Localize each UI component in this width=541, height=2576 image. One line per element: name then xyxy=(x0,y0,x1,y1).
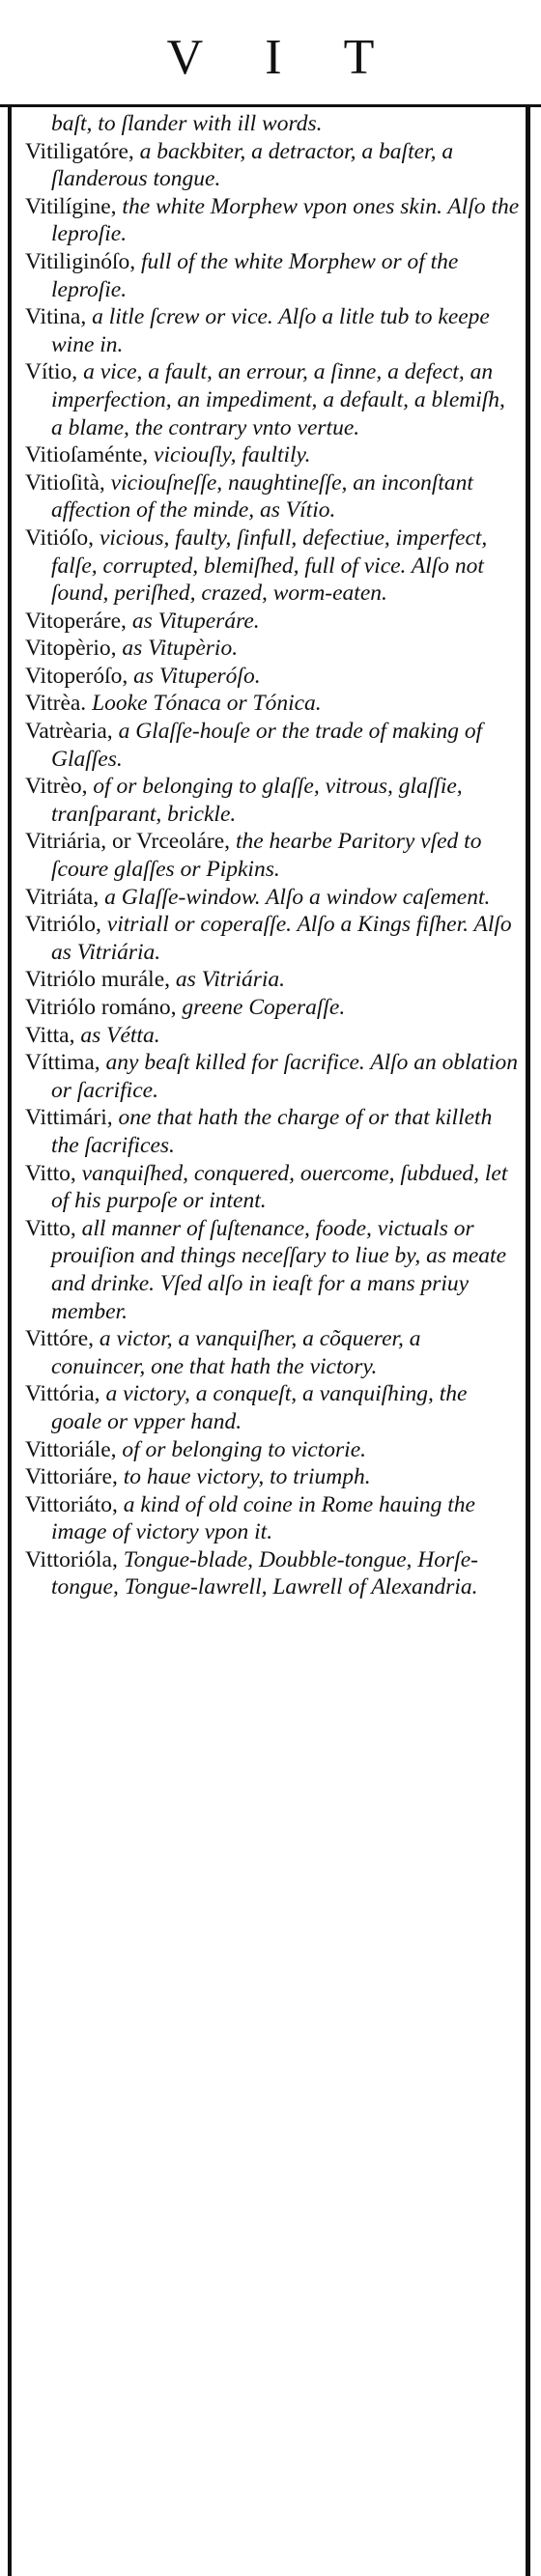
dictionary-entry xyxy=(25,1463,520,1491)
entry-definition: as Vituperáre. xyxy=(131,608,260,634)
entry-definition: baſt, to ſlander with ill words. xyxy=(51,111,323,136)
dictionary-entry xyxy=(25,663,520,691)
entry-definition: greene Coperaſſe. xyxy=(182,995,346,1020)
dictionary-entry xyxy=(25,911,520,966)
entry-definition: viciouſly, faultily. xyxy=(154,442,311,468)
dictionary-entry xyxy=(25,303,520,358)
entry-headword: Vittoriále, xyxy=(25,1436,117,1462)
dictionary-entry xyxy=(25,1380,520,1435)
right-column-rule xyxy=(526,104,530,2576)
dictionary-entry xyxy=(25,1325,520,1380)
entry-definition: one that hath the charge of or that killeth the ſacrifices. xyxy=(51,1105,493,1158)
dictionary-entry xyxy=(25,828,520,883)
dictionary-entry xyxy=(25,1022,520,1050)
dictionary-entry xyxy=(25,1546,520,1601)
entry-definition: of or belonging to victorie. xyxy=(122,1436,366,1462)
entry-headword: Vitriáta, xyxy=(25,884,100,910)
dictionary-entry xyxy=(25,358,520,441)
entry-headword: Vitiliginóſo, xyxy=(25,248,136,274)
dictionary-column xyxy=(25,110,520,1601)
dictionary-entry xyxy=(25,1491,520,1546)
dictionary-entry xyxy=(25,608,520,636)
entry-headword: Vitilígine, xyxy=(25,193,117,219)
entry-definition: full of the white Morphew or of the leproſie. xyxy=(51,248,459,302)
dictionary-entry xyxy=(25,718,520,773)
dictionary-entry xyxy=(25,994,520,1022)
entry-headword: Vitioſità, xyxy=(25,469,105,495)
entry-definition: a Glaſſe-window. Alſo a window caſement. xyxy=(104,884,491,910)
left-column-rule xyxy=(8,104,12,2576)
dictionary-entry xyxy=(25,966,520,994)
entry-definition: vitriall or coperaſſe. Alſo a Kings fiſher. Alſo as Vitriária. xyxy=(51,912,512,965)
entry-definition: a Glaſſe-houſe or the trade of making of Glaſſes. xyxy=(51,719,483,772)
entry-headword: Vitoperáre, xyxy=(25,608,127,634)
entry-definition: vicious, faulty, ſinfull, defectiue, imperfect, falſe, corrupted, blemiſhed, full of vice. Alſo not ſound, periſhed, crazed, worm-eaten. xyxy=(51,524,488,607)
dictionary-entry xyxy=(25,193,520,248)
dictionary-entry xyxy=(25,1160,520,1215)
dictionary-entry xyxy=(25,773,520,828)
entry-definition: as Vituperóſo. xyxy=(133,663,261,689)
entry-headword: Vitióſo, xyxy=(25,524,95,551)
entry-definition: a victor, a vanquiſher, a cõquerer, a conuincer, one that hath the victory. xyxy=(51,1326,421,1379)
entry-headword: Vitriária, or Vrceoláre, xyxy=(25,829,231,855)
entry-definition: all manner of ſuſtenance, foode, victuals or prouiſion and things neceſſary to liue by, as meate and drinke. Vſed alſo in ieaſt for a mans priuy member. xyxy=(51,1215,507,1324)
entry-headword: Vitiligatóre, xyxy=(25,138,134,164)
entry-definition: a victory, a conqueſt, a vanquiſhing, the goale or vpper hand. xyxy=(51,1381,468,1434)
entry-definition: to haue victory, to triumph. xyxy=(123,1464,371,1490)
entry-headword: Vitoperóſo, xyxy=(25,663,128,689)
entry-headword: Vitrèo, xyxy=(25,774,88,800)
entry-definition: as Vitupèrio. xyxy=(122,636,239,662)
entry-definition: any beaſt killed for ſacrifice. Alſo an oblation or ſacrifice. xyxy=(51,1050,518,1103)
entry-headword: Vatrèaria, xyxy=(25,719,113,745)
entry-definition: as Vétta. xyxy=(80,1022,160,1048)
dictionary-entry xyxy=(25,1436,520,1464)
dictionary-entry xyxy=(25,110,520,138)
entry-headword: Vittóre, xyxy=(25,1326,95,1352)
entry-headword: Vittorióla, xyxy=(25,1546,118,1572)
dictionary-entry xyxy=(25,1215,520,1325)
entry-definition: vanquiſhed, conquered, ouercome, ſubdued, let of his purpoſe or intent. xyxy=(51,1160,508,1214)
entry-headword: Vítio, xyxy=(25,359,78,385)
entry-definition: the white Morphew vpon ones skin. Alſo the leproſie. xyxy=(51,193,520,247)
entry-definition: viciouſneſſe, naughtineſſe, an inconſtant affection of the minde, as Vítio. xyxy=(51,469,473,524)
dictionary-entry xyxy=(25,1104,520,1159)
entry-definition: a vice, a fault, an errour, a ſinne, a defect, an imperfection, an impediment, a default, a blemiſh, a blame, the contrary vnto vertue. xyxy=(51,359,505,440)
page-header xyxy=(0,0,541,114)
entry-definition: the hearbe Paritory vſed to ſcoure glaſſes or Pipkins. xyxy=(51,829,482,883)
entry-definition: Looke Tónaca or Tónica. xyxy=(92,691,322,717)
entry-definition: as Vitriária. xyxy=(175,967,286,993)
entry-headword: Vittimári, xyxy=(25,1105,113,1131)
entry-headword: Vitina, xyxy=(25,304,87,330)
entry-definition: a litle ſcrew or vice. Alſo a litle tub to keepe wine in. xyxy=(51,304,490,357)
dictionary-entry xyxy=(25,690,520,718)
entry-definition: a kind of old coine in Rome hauing the image of victory vpon it. xyxy=(51,1491,475,1545)
entry-headword: Vitopèrio, xyxy=(25,636,117,662)
entry-headword: Vitriólo, xyxy=(25,912,101,938)
dictionary-entry xyxy=(25,248,520,303)
dictionary-entry xyxy=(25,1049,520,1104)
entry-definition: of or belonging to glaſſe, vitrous, glaſſie, tranſparant, brickle. xyxy=(51,774,463,827)
entry-headword: Vitriólo murále, xyxy=(25,967,170,993)
dictionary-entry xyxy=(25,469,520,524)
entry-headword: Vittoriáre, xyxy=(25,1464,118,1490)
entry-headword: Vitioſaménte, xyxy=(25,442,149,468)
entry-headword: Vitriólo románo, xyxy=(25,995,177,1020)
entry-headword: Vittória, xyxy=(25,1381,100,1407)
dictionary-entry xyxy=(25,138,520,193)
entry-headword: Vitrèa. xyxy=(25,691,87,717)
entry-headword: Vitta, xyxy=(25,1022,75,1048)
dictionary-entry xyxy=(25,884,520,912)
header-rule xyxy=(0,104,541,107)
page-title: V I T xyxy=(166,29,400,85)
entry-headword: Vittoriáto, xyxy=(25,1491,118,1517)
entry-definition: Tongue-blade, Doubble-tongue, Horſe-tongue, Tongue-lawrell, Lawrell of Alexandria. xyxy=(51,1546,478,1600)
entry-headword: Vitto, xyxy=(25,1160,76,1186)
dictionary-entry xyxy=(25,441,520,469)
dictionary-entry xyxy=(25,524,520,608)
entry-headword: Víttima, xyxy=(25,1050,100,1076)
entry-headword: Vitto, xyxy=(25,1215,76,1241)
entry-definition: a backbiter, a detractor, a baſter, a ſlanderous tongue. xyxy=(51,138,454,192)
dictionary-entry xyxy=(25,635,520,663)
